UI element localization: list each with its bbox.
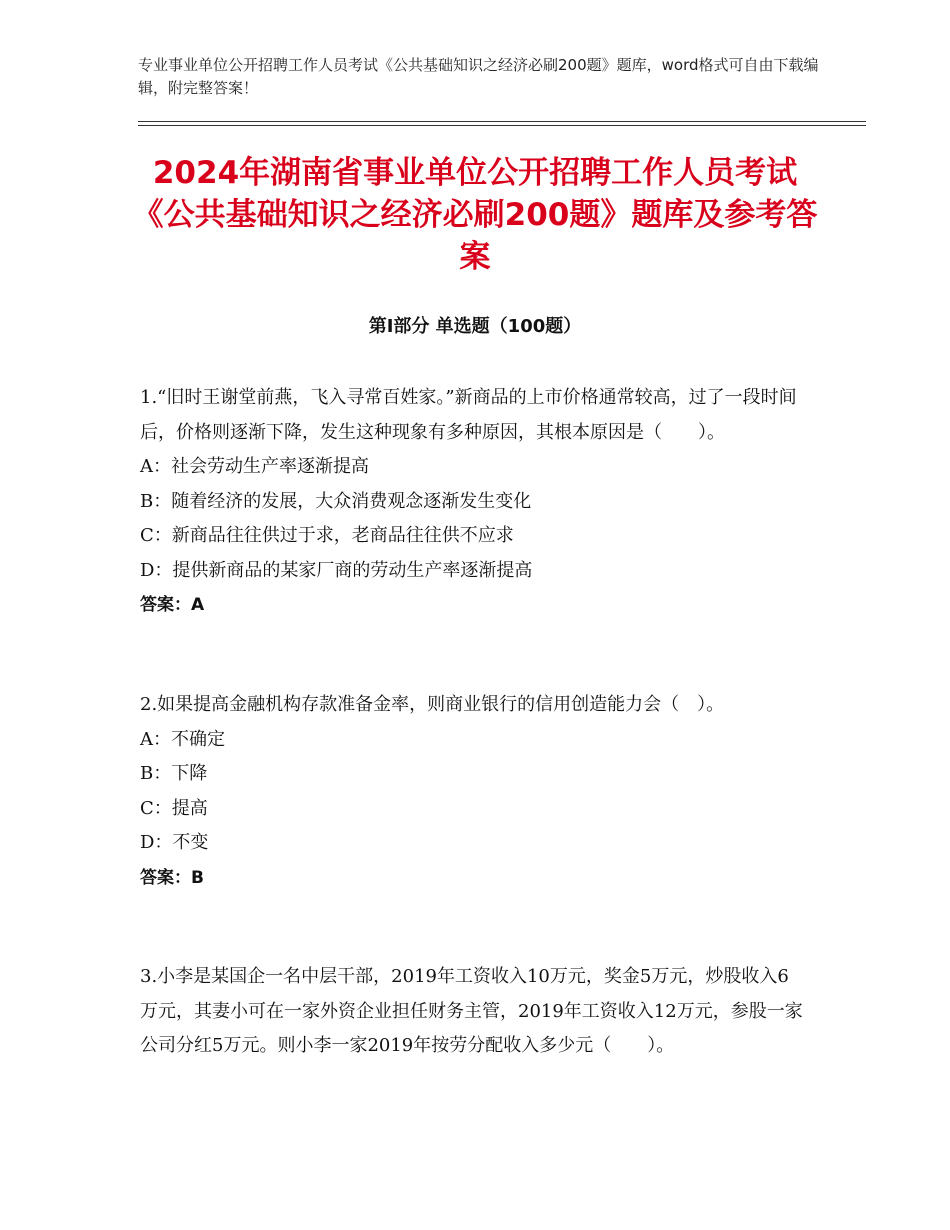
option-d: D：不变 [140,832,209,853]
question-block [140,381,805,623]
document-title: 2024年湖南省事业单位公开招聘工作人员考试《公共基础知识之经济必刷200题》题库及参考答案 [132,155,818,275]
question-stem: 2.如果提高金融机构存款准备金率，则商业银行的信用创造能力会（ ）。 [140,694,725,715]
option-c: C：提高 [140,797,208,819]
header-divider [138,121,866,122]
option-a: A：不确定 [140,728,225,750]
section-heading: 第Ⅰ部分 单选题（100题） [368,316,582,337]
question-block [140,688,805,895]
question-stem: 3.小李是某国企一名中层干部，2019年工资收入10万元，奖金5万元，炒股收入6万元，其妻小可在一家外资企业担任财务主管，2019年工资收入12万元，参股一家公司分红5万元。则小李一家2019年按劳分配收入多少元（ ）。 [140,966,803,1056]
option-c: C：新商品往往供过于求，老商品往往供不应求 [140,525,514,546]
question-stem: 1.“旧时王谢堂前燕，飞入寻常百姓家。”新商品的上市价格通常较高，过了一段时间后，价格则逐渐下降，发生这种现象有多种原因，其根本原因是（ ）。 [140,387,797,443]
header-divider-secondary [138,125,866,126]
option-b: B：随着经济的发展，大众消费观念逐渐发生变化 [140,490,532,512]
option-a: A：社会劳动生产率逐渐提高 [140,456,369,477]
answer-line: 答案：A [140,595,205,615]
option-b: B：下降 [140,763,208,784]
question-block [140,960,805,1064]
answer-line: 答案：B [140,867,204,888]
option-d: D：提供新商品的某家厂商的劳动生产率逐渐提高 [140,559,533,581]
header-note: 专业事业单位公开招聘工作人员考试《公共基础知识之经济必刷200题》题库，word格式可自由下载编辑，附完整答案！ [138,56,819,97]
